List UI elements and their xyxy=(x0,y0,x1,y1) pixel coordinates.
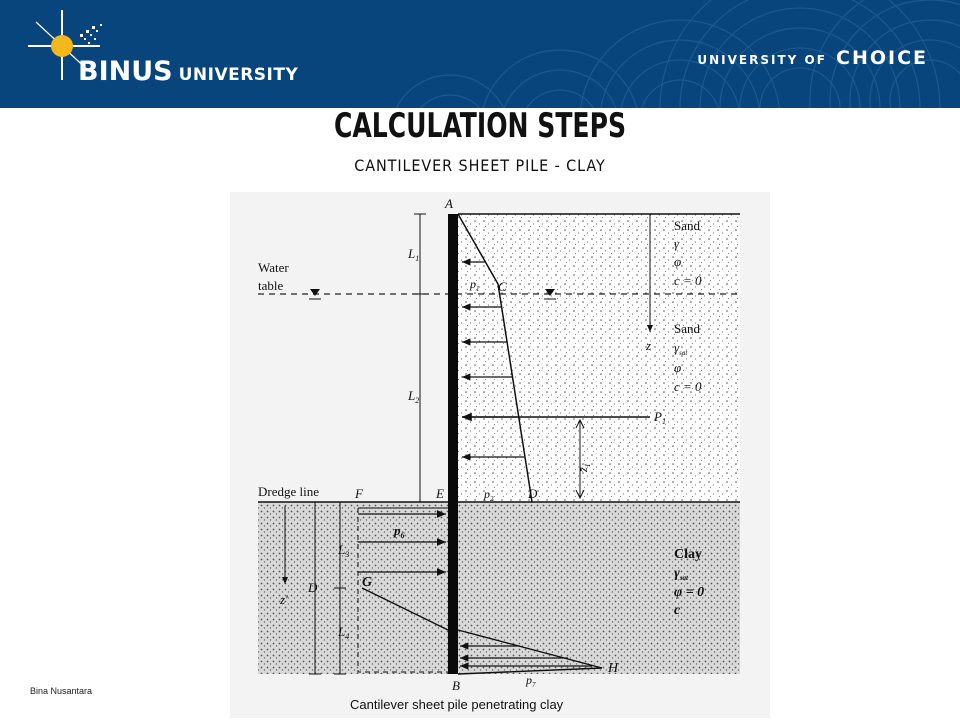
p7-label: $p_7$ xyxy=(526,673,536,689)
point-d-label: D xyxy=(528,486,538,501)
point-h-label: H xyxy=(608,661,619,676)
sheet-pile-diagram xyxy=(230,192,770,718)
l4-label: $L_4$ xyxy=(338,624,350,641)
svg-text:c = 0: c = 0 xyxy=(674,273,702,288)
clay-region xyxy=(258,502,740,674)
point-a-label: A xyxy=(445,196,453,211)
svg-text:Sand: Sand xyxy=(674,218,700,233)
brand-logo[interactable] xyxy=(78,56,298,87)
footer-text: Bina Nusantara xyxy=(30,686,93,696)
d-label: D xyxy=(308,580,318,595)
sand-region-right xyxy=(458,214,740,502)
z-label: z xyxy=(646,338,652,353)
svg-text:c = 0: c = 0 xyxy=(674,379,702,394)
svg-text:Clay: Clay xyxy=(674,547,702,562)
table-label: table xyxy=(258,278,284,293)
svg-text:γsat: $\gamma_{sat}$ xyxy=(674,566,688,582)
slide-title: CALCULATION STEPS xyxy=(333,106,627,146)
l3-label: $L_3$ xyxy=(338,542,350,559)
zprime-label: z′ xyxy=(280,592,288,607)
tagline-small: UNIVERSITY OF xyxy=(697,53,827,67)
p6-label: $p_6$ xyxy=(394,523,405,540)
point-f-label: F xyxy=(355,486,363,501)
svg-text:c: c xyxy=(674,603,681,618)
point-c-label: C xyxy=(498,279,507,294)
point-b-label: B xyxy=(452,678,460,693)
header-banner xyxy=(0,0,960,108)
p1-label: $p_1$ xyxy=(470,277,480,293)
svg-text:Sand: Sand xyxy=(674,321,700,336)
zbar-label: $z̄_1$ xyxy=(576,463,592,472)
tagline-big: CHOICE xyxy=(836,47,928,69)
svg-text:γ: γ xyxy=(674,236,680,251)
dredge-line-label: Dredge line xyxy=(258,484,320,499)
l2-label: $L_2$ xyxy=(408,388,420,405)
tagline xyxy=(697,47,928,69)
point-g-label: G xyxy=(362,575,373,590)
brand-name: BINUS xyxy=(78,56,173,87)
sheet-pile xyxy=(448,214,458,674)
svg-text:φ: φ xyxy=(674,254,682,269)
svg-text:γsat: $\gamma_{sat}$ xyxy=(674,340,688,357)
p2-label: $p_2$ xyxy=(484,487,494,503)
water-label: Water xyxy=(258,260,289,275)
figure-caption: Cantilever sheet pile penetrating clay xyxy=(350,697,564,712)
brand-suffix: UNIVERSITY xyxy=(178,65,299,85)
svg-text:φ: φ xyxy=(674,360,682,375)
svg-text:φ = 0: φ = 0 xyxy=(674,585,705,600)
point-e-label: E xyxy=(436,486,444,501)
slide-subtitle: CANTILEVER SHEET PILE - CLAY xyxy=(354,156,606,175)
p1-resultant-label: $P_1$ xyxy=(654,409,666,426)
l1-label: $L_1$ xyxy=(408,246,420,263)
